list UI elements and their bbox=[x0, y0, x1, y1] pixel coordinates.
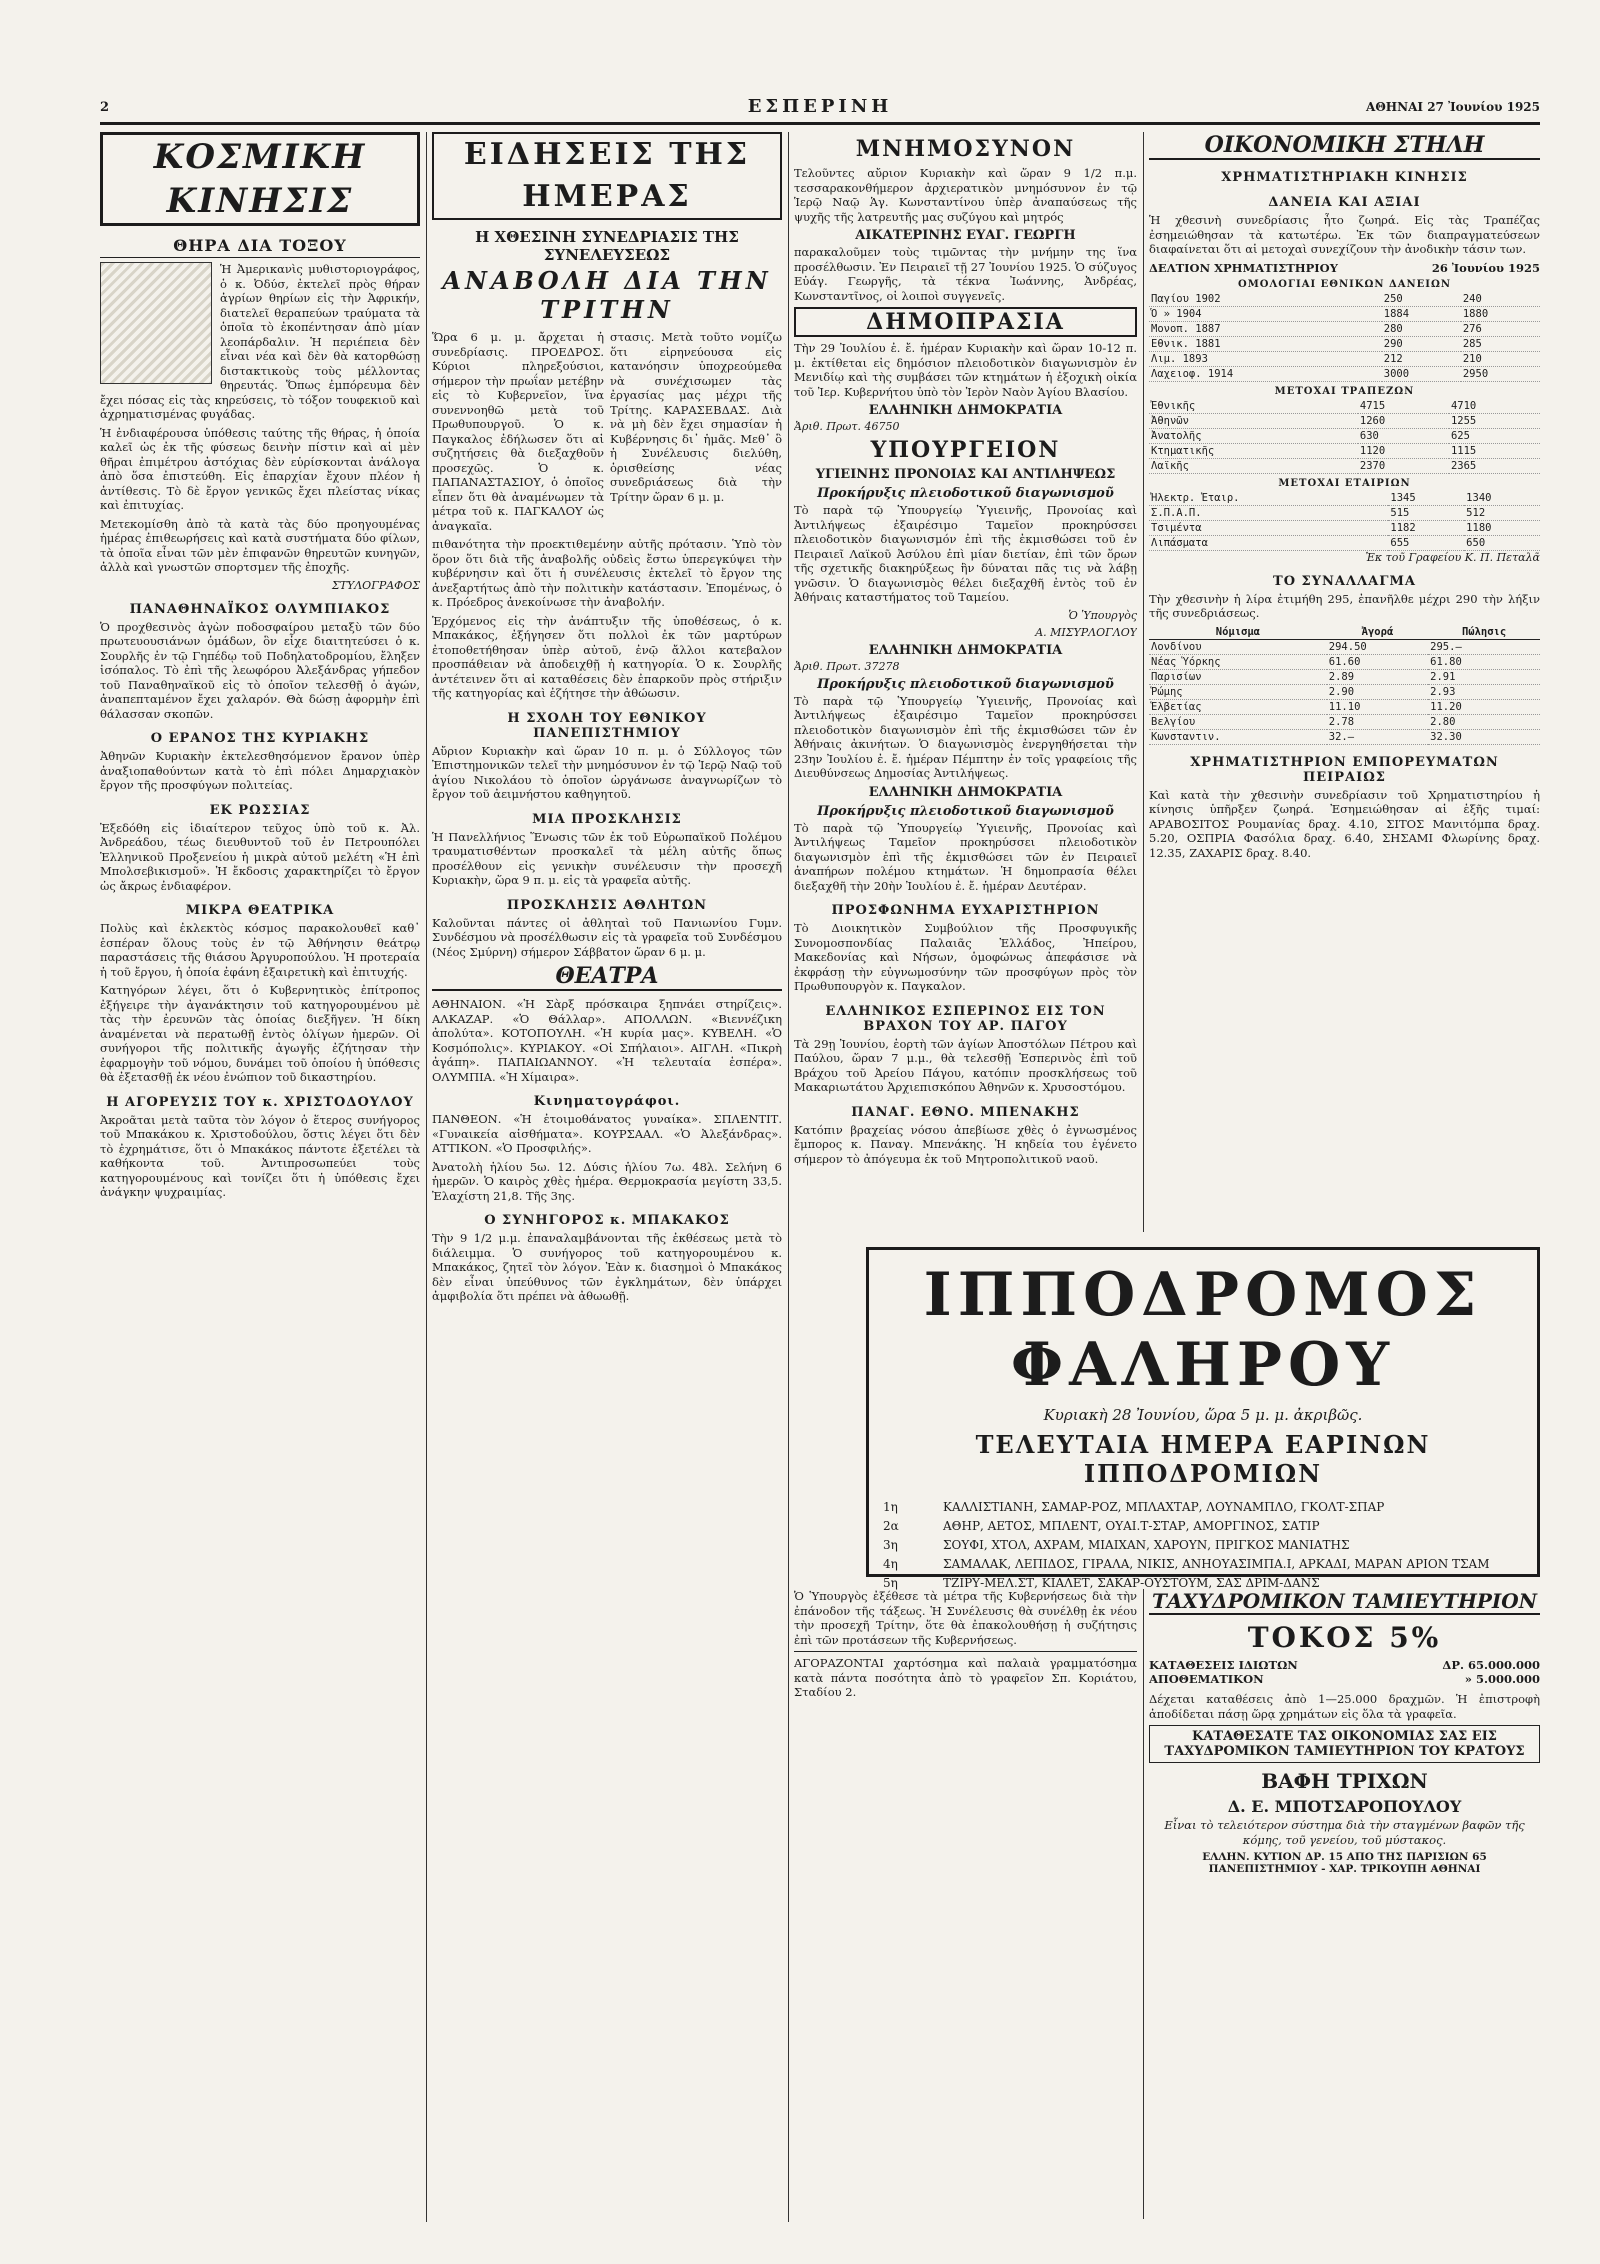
fx-text: Τὴν χθεσινὴν ἡ λίρα ἐτιμήθη 295, ἐπανῆλθε μέχρι 290 τὴν λήξιν τῆς συνεδριάσεως. bbox=[1149, 591, 1540, 620]
protocol-number-2: Ἀριθ. Πρωτ. 37278 bbox=[794, 659, 900, 673]
hair-dye-maker: Δ. Ε. ΜΠΟΤΣΑΡΟΠΟΥΛΟΥ bbox=[1227, 1797, 1462, 1816]
feature-title: ΘΗΡΑ ΔΙΑ ΤΟΞΟΥ bbox=[100, 234, 420, 258]
society-column bbox=[100, 132, 420, 2222]
postal-bank-text: Δέχεται καταθέσεις ἀπὸ 1—25.000 δραχμῶν. Ἡ ἐπιστροφὴ ἀποδίδεται πάσῃ ὥρᾳ χρημάτων εἰς ὅλα τὰ γραφεῖα. bbox=[1149, 1692, 1540, 1721]
price-2: 650 bbox=[1464, 535, 1540, 550]
hair-dye-address: ΕΛΛΗΝ. ΚΥΤΙΟΝ ΔΡ. 15 ΑΠΟ ΤΗΣ ΠΑΡΙΣΙΩΝ 65 ΠΑΝΕΠΙΣΤΗΜΙΟΥ - ΧΑΡ. ΤΡΙΚΟΥΠΗ ΑΘΗΝΑΙ bbox=[1202, 1851, 1487, 1875]
issue-date: ΑΘΗΝΑΙ 27 Ἰουνίου 1925 bbox=[1366, 100, 1540, 114]
price-2: 1115 bbox=[1449, 443, 1540, 458]
hair-dye-title: ΒΑΦΗ ΤΡΙΧΩΝ bbox=[1261, 1769, 1428, 1793]
commodities-text: Καὶ κατὰ τὴν χθεσινὴν συνεδρίασιν τοῦ Χρηματιστηρίου ἡ κίνησις ὑπῆρξεν ζωηρά. Ἐσημειώθησαν αἱ ἑξῆς τιμαί: ΑΡΑΒΟΣΙΤΟΣ Ρουμανίας δραχ. 4.10, ΣΙΤΟΣ Μανιτόμπα δραχ. 5.20, ΟΣΠΡΙΑ Φασόλια δραχ. 6.40, ΣΗΣΑΜΙ Φλωρίνης δραχ. 12.35, ΖΑΧΑΡΙΣ δραχ. 8.40. bbox=[1149, 787, 1540, 860]
security-name: Σ.Π.Α.Π. bbox=[1149, 505, 1388, 520]
reserve-label: ΑΠΟΘΕΜΑΤΙΚΟΝ bbox=[1149, 1672, 1264, 1686]
race-row bbox=[883, 1536, 1523, 1555]
race-horses: ΑΘΗΡ, ΑΕΤΟΣ, ΜΠΛΕΝΤ, ΟΥΑΙ.Τ-ΣΤΑΡ, ΑΜΟΡΓΙΝΟΣ, ΣΑΤΙΡ bbox=[943, 1519, 1320, 1533]
invitation-body: Ἡ Πανελλήνιος Ἕνωσις τῶν ἐκ τοῦ Εὐρωπαϊκοῦ Πολέμου τραυματισθέντων προσκαλεῖ τὰ μέλη αὐτῆς ὅπως προσέλθουν εἰς γενικὴν συνέλευσιν τὴν προσεχῆ Κυριακὴν, ὥρα 9 π. μ. εἰς τὰ γραφεῖα αὐτῆς. bbox=[432, 829, 782, 887]
fx-title: ΤΟ ΣΥΝΑΛΛΑΓΜΑ bbox=[1273, 573, 1416, 589]
race-number: 4η bbox=[883, 1557, 898, 1571]
race-number: 3η bbox=[883, 1538, 898, 1552]
notice-1-heading: Προκήρυξις πλειοδοτικοῦ διαγωνισμοῦ bbox=[817, 486, 1114, 501]
companies-caption: ΜΕΤΟΧΑΙ ΕΤΑΙΡΙΩΝ bbox=[1278, 477, 1411, 489]
quote-row bbox=[1149, 535, 1540, 550]
russia-title: ΕΚ ΡΩΣΣΙΑΣ bbox=[209, 802, 311, 818]
price-2: 4710 bbox=[1449, 399, 1540, 414]
trial-report: Κατηγόρων λέγει, ὅτι ὁ Κυβερνητικὸς ἐπίτροπος ἐξήγειρε τὴν ἀγανάκτησιν τοῦ κατηγορουμένου μὲ τὰς τὴν ἐρευνῶν τὰς ὁποίας διεξῆγεν. Ἡ δίκη ἀναμένεται νὰ περατωθῇ ἐντὸς ὀλίγων ἡμερῶν. Οἱ συνήγοροι τῆς πολιτικῆς ἀγωγῆς ἐζήτησαν τὴν ἐφαρμογὴν τοῦ νόμου, δυνάμει τοῦ ὁποίου ἡ ὑπόθεσις θὰ ἐξετασθῇ ἐκ νέου ἐνώπιον τοῦ δικαστηρίου. bbox=[100, 983, 420, 1084]
vespers-title: ΕΛΛΗΝΙΚΟΣ ΕΣΠΕΡΙΝΟΣ ΕΙΣ ΤΟΝ ΒΡΑΧΟΝ ΤΟΥ ΑΡ. ΠΑΓΟΥ bbox=[825, 1003, 1106, 1034]
memorial-name: ΑΙΚΑΤΕΡΙΝΗΣ ΕΥΑΓ. ΓΕΩΡΓΗ bbox=[855, 228, 1076, 243]
theatre-notes-title: ΜΙΚΡΑ ΘΕΑΤΡΙΚΑ bbox=[185, 903, 335, 918]
sell-rate: 11.20 bbox=[1428, 699, 1540, 714]
masthead bbox=[100, 96, 1540, 125]
signer-name: Α. ΜΙΣΥΡΛΟΓΛΟΥ bbox=[1035, 625, 1137, 639]
sell-rate: 2.80 bbox=[1428, 714, 1540, 729]
auction-title: ΔΗΜΟΠΡΑΣΙΑ bbox=[794, 307, 1137, 337]
race-row bbox=[883, 1498, 1523, 1517]
financial-column-lower bbox=[1149, 1589, 1540, 2219]
quote-row bbox=[1149, 428, 1540, 443]
ministry-subtitle: ΥΓΙΕΙΝΗΣ ΠΡΟΝΟΙΑΣ ΚΑΙ ΑΝΤΙΛΗΨΕΩΣ bbox=[815, 467, 1116, 482]
column-divider bbox=[788, 132, 789, 2222]
currency-city: Ῥώμης bbox=[1149, 684, 1327, 699]
column-divider bbox=[426, 132, 427, 2222]
loans-title: ΔΑΝΕΙΑ ΚΑΙ ΑΞΙΑΙ bbox=[1268, 195, 1421, 210]
banks-caption: ΜΕΤΟΧΑΙ ΤΡΑΠΕΖΩΝ bbox=[1274, 385, 1415, 397]
racing-title: ΙΠΠΟΔΡΟΜΟΣ ΦΑΛΗΡΟΥ bbox=[923, 1260, 1483, 1400]
race-number: 2α bbox=[883, 1519, 899, 1533]
feature-body-3: Μετεκομίσθη ἀπὸ τὰ κατὰ τὰς δύο προηγουμένας ἡμέρας ἐπιθεωρήσεις καὶ κατὰ συστήματα δύο φίλων, τὰ ὁποῖα εἶναι τῶν μὲν ἐπιφανῶν θηρευτῶν κυνηγῶν, ἀλλὰ καὶ γνωστῶν σπορτσμεν τῆς ἐποχῆς. bbox=[100, 516, 420, 574]
trial-continued: Ἑρχόμενος εἰς τὴν ἀνάπτυξιν τῆς ὑποθέσεως, ὁ κ. Μπακάκος, ἐξήγησεν ὅτι πολλοὶ ἐκ τῶν μαρτύρων ἐτοποθετήθησαν ὑπὲρ αὐτοῦ, ἐνῷ ἄλλοι κατεβαλον προσπάθειαν νὰ ἀποδειχθῇ ἡ κατηγορία. Ὁ κ. Σουρλῆς ἀντέτεινεν ὅτι αἱ καταθέσεις δὲν ἐπαρκοῦν πρὸς στήριξιν τῆς κατηγορίας καὶ ἐζήτησε τὴν ἀθώωσιν. bbox=[432, 613, 782, 700]
price-2: 285 bbox=[1461, 336, 1540, 351]
theatre-notes-body: Πολὺς καὶ ἐκλεκτὸς κόσμος παρακολουθεῖ καθ᾽ ἑσπέραν ὅλους τοὺς ἐν τῷ Ἀθήνησιν θεάτρῳ παραστάσεις τῆς θιάσου Ἀργυροπούλου. Ἡ προτεραία ἡ τοῦ ἔργου, ἡ ὁποία ἐφάνη ἐξαιρετικὴ καὶ ἐπιτυχής. bbox=[100, 921, 420, 979]
university-body: Αὔριον Κυριακὴν καὶ ὥραν 10 π. μ. ὁ Σύλλογος τῶν Ἐπιστημονικῶν τελεῖ τὴν μνημόσυνον ἐν τῷ Ἱερῷ Ναῷ τοῦ ἁγίου Νικολάου τὸ ὁποῖον ὠργάνωσε ἀναγνωρίζων τὸ ἔργον τοῦ ἀειμνήστου καθηγητοῦ. bbox=[432, 743, 782, 801]
main-headline: Η ΧΘΕΣΙΝΗ ΣΥΝΕΔΡΙΑΣΙΣ ΤΗΣ ΣΥΝΕΛΕΥΣΕΩΣ bbox=[475, 228, 739, 264]
refugees-text: Τὸ Διοικητικὸν Συμβούλιον τῆς Προσφυγικῆς Συνομοσπονδίας Παλαιᾶς Ἑλλάδος, Ἠπείρου, Μακεδονίας καὶ Νήσων, ὁμοφώνως ἀπεφάσισε νὰ ἐκφράσῃ τὴν εὐγνωμοσύνην τῶν προσφύγων πρὸς τὸν Πρωθυπουργὸν κ. Παγκαλον. bbox=[794, 921, 1137, 993]
stamps-notice: ΑΓΟΡΑΖΟΝΤΑΙ χαρτόσημα καὶ παλαιὰ γραμματόσημα κατὰ πάντα ποσότητα ἀπὸ τὸ γραφεῖον Σπ. Κοριάτου, Σταδίου 2. bbox=[794, 1651, 1137, 1700]
financial-intro: Ἡ χθεσινὴ συνεδρίασις ἦτο ζωηρά. Εἰς τὰς Τραπέζας ἐσημειώθησαν τὰ κατωτέρω. Ἐκ τῶν διαπραγματεύσεων διαφαίνεται ὅτι αἱ μετοχαὶ συνεχίζουν τὴν ἀνοδικὴν τάσιν των. bbox=[1149, 213, 1540, 256]
buy-rate: 2.90 bbox=[1327, 684, 1428, 699]
feature-body-2: Ἡ ἐνδιαφέρουσα ὑπόθεσις ταύτης τῆς θήρας, ἡ ὁποία καλεῖ ὡς ἐκ τῆς φύσεως δεινὴν πίστιν καὶ αἱ μὲν θῆραι ἐπιμέτρου ἀστόχιας δὲν εὑρίσκονται ἀνάλογα ἀπὸ ὅσα ἐπιστεύθη. Εἰς ἐπαρχίαν ἔχουν πλέον ἡ ἀντίθεσις. Τὸ δὲ ἔργον γενικῶς ἔχει πλείστας νίκας καὶ ἐπιτυχίας. bbox=[100, 425, 420, 512]
assembly-closing-text: Ὁ Ὑπουργὸς ἐξέθεσε τὰ μέτρα τῆς Κυβερνήσεως διὰ τὴν ἐπάνοδον τῆς τάξεως. Ἡ Συνέλευσις θὰ συνέλθῃ ἐκ νέου τὴν προσεχῆ Τρίτην, ὅτε θὰ ἐπακολουθήσῃ ἡ συζήτησις ἐπὶ τῶν προτάσεων τῆς Κυβερνήσεως. bbox=[794, 1589, 1137, 1647]
currency-city: Νέας Ὑόρκης bbox=[1149, 654, 1327, 669]
assembly-report-right: στασις. Μετὰ τοῦτο νομίζω ὅτι εἰρηνεύουσα εἰς κατανόησιν ὑποχρεούμεθα νὰ συνέχισωμεν τὰς ἐργασίας μας μέχρι τῆς Τρίτης. ΚΑΡΑΣΕΒΔΑΣ. Διὰ νὰ μὴ δὲν ἔχει σημασίαν ἡ Κυβέρνησις δι᾽ ἡμᾶς. Μεθ᾽ ὃ ἡ Συνέλευσις διελύθη, ὁρισθείσης νέας συνεδριάσεως διὰ τὴν Τρίτην ὥραν 6 μ. μ. bbox=[610, 330, 782, 504]
price-2: 1180 bbox=[1464, 520, 1540, 535]
security-name: Λιμ. 1893 bbox=[1149, 351, 1382, 366]
companies-table bbox=[1149, 491, 1540, 551]
reserve-value: » 5.000.000 bbox=[1464, 1672, 1540, 1686]
currency-city: Λονδίνου bbox=[1149, 639, 1327, 654]
notices-column-lower bbox=[794, 1589, 1137, 2219]
race-horses: ΣΟΥΦΙ, ΧΤΟΛ, ΑΧΡΑΜ, ΜΙΑΙΧΑΝ, ΧΑΡΟΥΝ, ΠΡΙΓΚΟΣ ΜΑΝΙΑΤΗΣ bbox=[943, 1538, 1350, 1552]
race-list bbox=[883, 1498, 1523, 1593]
buy-rate: 2.89 bbox=[1327, 669, 1428, 684]
price-1: 250 bbox=[1382, 292, 1461, 307]
ministry-title: ΥΠΟΥΡΓΕΙΟΝ bbox=[870, 437, 1061, 463]
price-2: 512 bbox=[1464, 505, 1540, 520]
price-2: 625 bbox=[1449, 428, 1540, 443]
racing-advertisement bbox=[866, 1247, 1540, 1590]
security-name: Τσιμέντα bbox=[1149, 520, 1388, 535]
memorial-text-2: παρακαλοῦμεν τοὺς τιμῶντας τὴν μνήμην της ἵνα προσέλθωσιν. Ἐν Πειραιεῖ τῇ 27 Ἰουνίου 1925. Ὁ σύζυγος Εὐάγ. Γεωργῆς, τὰ τέκνα Ἰωάννης, Ἀνδρέας, Κωνσταντῖνος, οἱ λοιποὶ συγγενεῖς. bbox=[794, 245, 1137, 303]
price-2: 1340 bbox=[1464, 491, 1540, 506]
buy-rate: 32.— bbox=[1327, 729, 1428, 744]
price-2: 276 bbox=[1461, 321, 1540, 336]
fx-row bbox=[1149, 639, 1540, 654]
refugees-title: ΠΡΟΣΦΩΝΗΜΑ ΕΥΧΑΡΙΣΤΗΡΙΟΝ bbox=[831, 903, 1100, 918]
security-name: Μονοπ. 1887 bbox=[1149, 321, 1382, 336]
russia-body: Ἐξεδόθη εἰς ἰδιαίτερον τεῦχος ὑπὸ τοῦ κ. Ἀλ. Ἀνδρεάδου, τέως διευθυντοῦ τοῦ ἐν Πετρουπόλει Ἑλληνικοῦ Προξενείου ἡ μικρὰ αὐτοῦ μελέτη «Ἡ ἐπὶ Μπολσεβικισμοῦ». Ἡ ἔκδοσις χαρακτηρίζει τὸ ἔργον ὡς ἄκρως ἐνδιαφέρον. bbox=[100, 820, 420, 893]
theatres-title: ΘΕΑΤΡΑ bbox=[432, 963, 782, 991]
assembly-report bbox=[432, 330, 782, 537]
vespers-text: Τὰ 29ῃ Ἰουνίου, ἑορτὴ τῶν ἁγίων Ἀποστόλων Πέτρου καὶ Παύλου, ὥραν 7 μ.μ., θὰ τελεσθῇ Ἑσπερινὸς ἐπὶ τοῦ Βράχου τοῦ Ἀρείου Πάγου, κατόπιν προσκλήσεως τοῦ Μακαριωτάτου Ἀρχιεπισκόπου Ἀθηνῶν κ. Χρυσοστόμου. bbox=[794, 1036, 1137, 1094]
weather-report: Ἀνατολὴ ἡλίου 5ω. 12. Δύσις ἡλίου 7ω. 48λ. Σελήνη 6 ἡμερῶν. Ὁ καιρὸς χθὲς ἡμέρα. Θερμοκρασία μεγίστη 33,5. Ἐλαχίστη 21,8. Τῆς 3ης. bbox=[432, 1159, 782, 1203]
price-1: 4715 bbox=[1358, 399, 1449, 414]
quote-row bbox=[1149, 351, 1540, 366]
christodoulou-body: Ἀκροᾶται μετὰ ταῦτα τὸν λόγον ὁ ἕτερος συνήγορος τοῦ Μπακάκου κ. Χριστοδούλου, ὅστις λέγει ὅτι δὲν τὸ ἐχρημάτισε, ὅτι ὁ Μπακάκος πάντοτε ἐξετέλει τὰ καθήκοντα τοῦ. Ἀντιπροσωπεύει τοὺς κατηγορουμένους καὶ τονίζει ὅτι ἡ ὑπόθεσις ἔχει ἀνάγκην ψυχραιμίας. bbox=[100, 1112, 420, 1199]
cinemas-listing: ΠΑΝΘΕΟΝ. «Ἡ ἐτοιμοθάνατος γυναίκα». ΣΠΛΕΝΤΙΤ. «Γυναικεία αἰσθήματα». ΚΟΥΡΣΑΑΛ. «Ὁ Ἀλεξάνδρας». ΑΤΤΙΚΟΝ. «Ὁ Προσφιλής». bbox=[432, 1112, 782, 1155]
price-1: 630 bbox=[1358, 428, 1449, 443]
reserve-line bbox=[1149, 1672, 1540, 1686]
price-1: 3000 bbox=[1382, 366, 1461, 381]
financial-column bbox=[1149, 132, 1540, 1232]
republic-header-1: ΕΛΛΗΝΙΚΗ ΔΗΜΟΚΡΑΤΙΑ bbox=[868, 403, 1063, 418]
fx-column-header: Ἀγορά bbox=[1327, 625, 1428, 640]
loans-table bbox=[1149, 292, 1540, 382]
interest-rate: ΤΟΚΟΣ 5% bbox=[1247, 1621, 1442, 1654]
security-name: Ἠλεκτρ. Ἑταιρ. bbox=[1149, 491, 1388, 506]
price-2: 1255 bbox=[1449, 413, 1540, 428]
benakis-title: ΠΑΝΑΓ. ΕΘΝΟ. ΜΠΕΝΑΚΗΣ bbox=[851, 1104, 1080, 1120]
charity-title: Ο ΕΡΑΝΟΣ ΤΗΣ ΚΥΡΙΑΚΗΣ bbox=[150, 731, 370, 746]
charity-body: Ἀθηνῶν Κυριακὴν ἐκτελεσθησόμενον ἔρανον ὑπὲρ ἀναξιοπαθούντων κατὰ τὸ ἐπὶ πόλει Δημαρχιακὸν ἔργον τῆς προσφύγων πολιτείας. bbox=[100, 749, 420, 792]
price-1: 1345 bbox=[1388, 491, 1464, 506]
price-1: 1884 bbox=[1382, 306, 1461, 321]
notice-3-text: Τὸ παρὰ τῷ Ὑπουργείῳ Ὑγιεινῆς, Προνοίας καὶ Ἀντιλήψεως Ταμεῖον προκηρύσσει πλειοδοτικὸν διαγωνισμὸν ἐπὶ τῆς ἐκμισθώσει τῶν ἐν Πειραιεῖ ἀναπήρων πολέμου κτημάτων. Ἡ δημοπρασία θέλει διεξαχθῆ τὴν 20ὴν Ἰουλίου ἐ. ἔ. ἡμέραν Δευτέραν. bbox=[794, 820, 1137, 893]
newspaper-name: ΕΣΠΕΡΙΝΗ bbox=[747, 96, 893, 117]
buy-rate: 61.60 bbox=[1327, 654, 1428, 669]
price-2: 240 bbox=[1461, 292, 1540, 307]
fx-row bbox=[1149, 669, 1540, 684]
notices-column bbox=[794, 132, 1137, 1232]
news-section-title: ΕΙΔΗΣΕΙΣ ΤΗΣ ΗΜΕΡΑΣ bbox=[432, 132, 782, 220]
security-name: Κτηματικῆς bbox=[1149, 443, 1358, 458]
notice-2-text: Τὸ παρὰ τῷ Ὑπουργείῳ Ὑγιεινῆς, Προνοίας καὶ Ἀντιλήψεως ἐξαιρέσιμο Ταμεῖον προκηρύσσει πλειοδοτικὸν διαγωνισμὸν ἐπὶ τῆς ἐκμισθώσει τῶν ἐν Ἀθήναις ἀκινήτων. Ὁ διαγωνισμὸς ἐνεργηθήσεται τὴν 23ην Ἰουλίου ἐ. ἔ. ἡμέραν Πέμπτην ἐν τοῖς γραφείοις τῆς Διευθύνσεως Δημοσίας Ἀντιλήψεως. bbox=[794, 693, 1137, 780]
price-1: 2370 bbox=[1358, 458, 1449, 473]
sell-rate: 61.80 bbox=[1428, 654, 1540, 669]
race-horses: ΣΑΜΑΛΑΚ, ΛΕΠΙΔΟΣ, ΓΙΡΑΛΑ, ΝΙΚΙΣ, ΑΝΗΟΥΑΣΙΜΠΑ.Ι, ΑΡΚΑΔΙ, ΜΑΡΑΝ ΑΡΙΟΝ ΤΣΑΜ bbox=[943, 1557, 1490, 1571]
price-1: 655 bbox=[1388, 535, 1464, 550]
race-horses: ΤΖΙΡΥ-ΜΕΛ.ΣΤ, ΚΙΑΛΕΤ, ΣΑΚΑΡ-ΟΥΣΤΟΥΜ, ΣΑΣ ΔΡΙΜ-ΔΑΝΣ bbox=[943, 1576, 1320, 1590]
price-2: 210 bbox=[1461, 351, 1540, 366]
quote-row bbox=[1149, 413, 1540, 428]
society-section-title: ΚΟΣΜΙΚΗ ΚΙΝΗΣΙΣ bbox=[100, 132, 420, 226]
racing-date: Κυριακὴ 28 Ἰουνίου, ὥρα 5 μ. μ. ἀκριβῶς. bbox=[1043, 1406, 1363, 1424]
assembly-report-left: Ὥρα 6 μ. μ. ἄρχεται ἡ συνεδρίασις. ΠΡΟΕΔΡΟΣ. Κύριοι πληρεξούσιοι, σήμερον τὴν πρωΐαν μετέβην εἰς τὸ Κυβερνεῖον, ἵνα συνεννοηθῶ μετὰ τοῦ Πρωθυπουργοῦ. Ὁ κ. Παγκαλος ἐδήλωσεν ὅτι αἱ συζητήσεις θὰ διεξαχθοῦν προσεχῶς. Ὁ κ. ΠΑΠΑΝΑΣΤΑΣΙΟΥ, ὁ ὁποῖος εἶπεν ὅτι θὰ ἀναμένωμεν τὰ μέτρα τοῦ κ. ΠΑΓΚΑΛΟΥ ὡς ἀναγκαῖα. bbox=[432, 330, 604, 533]
fx-table bbox=[1149, 625, 1540, 745]
financial-section-title: ΟΙΚΟΝΟΜΙΚΗ ΣΤΗΛΗ bbox=[1149, 132, 1540, 160]
deposits-line bbox=[1149, 1658, 1540, 1672]
fx-row bbox=[1149, 729, 1540, 744]
bulletin-header bbox=[1149, 261, 1540, 275]
fx-row bbox=[1149, 714, 1540, 729]
sell-rate: 2.91 bbox=[1428, 669, 1540, 684]
protocol-number-1: Ἀριθ. Πρωτ. 46750 bbox=[794, 420, 900, 433]
hair-dye-text: Εἶναι τὸ τελειότερον σύστημα διὰ τὴν σταγμένων βαφῶν τῆς κόμης, τοῦ γενείου, τοῦ μύστακος. bbox=[1164, 1818, 1525, 1847]
football-title: ΠΑΝΑΘΗΝΑΪΚΟΣ ΟΛΥΜΠΙΑΚΟΣ bbox=[129, 601, 391, 617]
invitation-title: ΜΙΑ ΠΡΟΣΚΛΗΣΙΣ bbox=[532, 811, 682, 827]
fx-column-header: Νόμισμα bbox=[1149, 625, 1327, 640]
notice-3-heading: Προκήρυξις πλειοδοτικοῦ διαγωνισμοῦ bbox=[817, 803, 1114, 819]
price-1: 280 bbox=[1382, 321, 1461, 336]
republic-header-3: ΕΛΛΗΝΙΚΗ ΔΗΜΟΚΡΑΤΙΑ bbox=[868, 784, 1063, 800]
news-column bbox=[432, 132, 782, 2222]
currency-city: Κωνσταντιν. bbox=[1149, 729, 1327, 744]
memorial-text: Τελοῦντες αὔριον Κυριακὴν καὶ ὥραν 9 1/2 π.μ. τεσσαρακονθήμερον ἀρχιερατικὸν μνημόσυνον ἐν τῷ Ἱερῷ Ναῷ Ἁγ. Κωνσταντίνου ὑπὲρ ἀναπαύσεως τῆς ψυχῆς τῆς λατρευτῆς μας συζύγου καὶ μητρός bbox=[794, 166, 1137, 224]
bakakos-title: Ο ΣΥΝΗΓΟΡΟΣ κ. ΜΠΑΚΑΚΟΣ bbox=[484, 1213, 730, 1228]
deposits-label: ΚΑΤΑΘΕΣΕΙΣ ΙΔΙΩΤΩΝ bbox=[1149, 1658, 1298, 1672]
quote-row bbox=[1149, 505, 1540, 520]
theatres-listing: ΑΘΗΝΑΙΟΝ. «Ἡ Σὰρξ πρόσκαιρα ξηπνάει στηρίζεις». ΑΛΚΑΖΑΡ. «Ὁ Θάλλαρ». ΑΠΟΛΛΩΝ. «Βιεννέζικη ἀπολύτα». ΚΟΤΟΠΟΥΛΗ. «Ἡ κυρία μας». ΚΥΒΕΛΗ. «Ὁ Κοσμόπολις». ΚΥΡΙΑΚΟΥ. «Οἱ Σπήλαιοι». ΑΙΓΛΗ. «Πικρὴ ἀγάπη». ΠΑΠΑΙΩΑΝΝΟΥ. «Ἡ τελευταία ἑσπέρα». ΟΛΥΜΠΙΑ. «Ἡ Χίμαιρα». bbox=[432, 997, 782, 1084]
republic-header-2: ΕΛΛΗΝΙΚΗ ΔΗΜΟΚΡΑΤΙΑ bbox=[868, 642, 1063, 658]
fx-row bbox=[1149, 699, 1540, 714]
security-name: Εθνικ. 1881 bbox=[1149, 336, 1382, 351]
buy-rate: 2.78 bbox=[1327, 714, 1428, 729]
cinemas-title: Κινηματογράφοι. bbox=[533, 1094, 681, 1109]
auction-text: Τὴν 29 Ἰουλίου ἐ. ἔ. ἡμέραν Κυριακὴν καὶ ὥραν 10-12 π. μ. ἐκτίθεται εἰς δημόσιον πλειοδοτικὸν διαγωνισμὸν ἐν Μενιδίῳ καὶ τὴς συμβάσει τῶν κτημάτων ἡ ἐξοχικὴ οἰκία τοῦ Ἰερ. Κυβερνήτου ὑπὸ τὸν Ἱερὸν Ναὸν Ἁγίου Βλασίου. bbox=[794, 341, 1137, 399]
security-name: Λαχειοφ. 1914 bbox=[1149, 366, 1382, 381]
quote-row bbox=[1149, 336, 1540, 351]
byline: ΣΤΥΛΟΓΡΑΦΟΣ bbox=[331, 578, 420, 592]
university-title: Η ΣΧΟΛΗ ΤΟΥ ΕΘΝΙΚΟΥ ΠΑΝΕΠΙΣΤΗΜΙΟΥ bbox=[507, 710, 707, 741]
sell-rate: 295.— bbox=[1428, 639, 1540, 654]
security-name: Ἀθηνῶν bbox=[1149, 413, 1358, 428]
column-divider bbox=[1143, 1589, 1144, 2219]
buy-rate: 294.50 bbox=[1327, 639, 1428, 654]
fx-column-header: Πώλησις bbox=[1428, 625, 1540, 640]
quote-row bbox=[1149, 491, 1540, 506]
price-1: 515 bbox=[1388, 505, 1464, 520]
security-name: Ἀνατολῆς bbox=[1149, 428, 1358, 443]
quote-row bbox=[1149, 458, 1540, 473]
price-1: 212 bbox=[1382, 351, 1461, 366]
race-row bbox=[883, 1555, 1523, 1574]
bulletin-date: 26 Ἰουνίου 1925 bbox=[1431, 260, 1540, 275]
benakis-text: Κατόπιν βραχείας νόσου ἀπεβίωσε χθὲς ὁ ἐγνωσμένος ἔμπορος κ. Παναγ. Μπενάκης. Ἡ κηδεία του ἐγένετο σήμερον τὸ ἀπόγευμα ἐκ τοῦ Μητροπολιτικοῦ ναοῦ. bbox=[794, 1122, 1137, 1166]
signer-title: Ὁ Ὑπουργὸς bbox=[1068, 608, 1137, 622]
price-1: 1120 bbox=[1358, 443, 1449, 458]
bulletin-title: ΔΕΛΤΙΟΝ ΧΡΗΜΑΤΙΣΤΗΡΙΟΥ bbox=[1149, 260, 1338, 275]
price-1: 1260 bbox=[1358, 413, 1449, 428]
price-2: 2950 bbox=[1461, 366, 1540, 381]
bakakos-body: Τὴν 9 1/2 μ.μ. ἐπαναλαμβάνονται τῆς ἐκθέσεως μετὰ τὸ διάλειμμα. Ὁ συνήγορος τοῦ κατηγορουμένου κ. Μπακάκος, ζητεῖ τὸν λόγον. Ἐὰν κ. διασημοὶ ὁ Μπακάκος δὲν εἶναι ὑπεύθυνος τῶν ἐγκλημάτων, δὲν ὑπάρχει ἀμφιβολία ὅτι πρέπει νὰ ἀθωωθῇ. bbox=[432, 1231, 782, 1303]
deposits-value: ΔΡ. 65.000.000 bbox=[1442, 1658, 1540, 1672]
quote-row bbox=[1149, 366, 1540, 381]
postal-bank-footer: ΚΑΤΑΘΕΣΑΤΕ ΤΑΣ ΟΙΚΟΝΟΜΙΑΣ ΣΑΣ ΕΙΣ ΤΑΧΥΔΡΟΜΙΚΟΝ ΤΑΜΙΕΥΤΗΡΙΟΝ ΤΟΥ ΚΡΑΤΟΥΣ bbox=[1149, 1725, 1540, 1763]
commodities-title: ΧΡΗΜΑΤΙΣΤΗΡΙΟΝ ΕΜΠΟΡΕΥΜΑΤΩΝ ΠΕΙΡΑΙΩΣ bbox=[1190, 754, 1499, 785]
race-row bbox=[883, 1517, 1523, 1536]
buy-rate: 11.10 bbox=[1327, 699, 1428, 714]
notice-2-heading: Προκήρυξις πλειοδοτικοῦ διαγωνισμοῦ bbox=[817, 676, 1114, 692]
quote-row bbox=[1149, 443, 1540, 458]
quote-row bbox=[1149, 399, 1540, 414]
page-number: 2 bbox=[100, 100, 110, 115]
race-horses: ΚΑΛΛΙΣΤΙΑΝΗ, ΣΑΜΑΡ-ΡΟΖ, ΜΠΛΑΧΤΑΡ, ΛΟΥΝΑΜΠΛΟ, ΓΚΟΛΤ-ΣΠΑΡ bbox=[943, 1500, 1385, 1514]
quote-row bbox=[1149, 306, 1540, 321]
security-name: Λιπάσματα bbox=[1149, 535, 1388, 550]
price-1: 290 bbox=[1382, 336, 1461, 351]
memorial-title: ΜΝΗΜΟΣΥΝΟΝ bbox=[855, 136, 1076, 162]
security-name: Ὁ » 1904 bbox=[1149, 306, 1382, 321]
currency-city: Παρισίων bbox=[1149, 669, 1327, 684]
race-number: 1η bbox=[883, 1500, 898, 1514]
banks-table bbox=[1149, 399, 1540, 474]
press-credit: Ἐκ τοῦ Γραφείου Κ. Π. Πεταλᾶ bbox=[1365, 550, 1540, 564]
athletes-title: ΠΡΟΣΚΛΗΣΙΣ ΑΘΛΗΤΩΝ bbox=[506, 897, 708, 913]
quote-row bbox=[1149, 321, 1540, 336]
assembly-report-continued: πιθανότητα τὴν προεκτιθεμένην αὐτῆς πρότασιν. Ὑπὸ τὸν ὅρον ὅτι διὰ τῆς ἀναβολῆς οὐδεὶς ἔστω ὑπερεγκύψει τὴν κυβέρνησιν καὶ ὅτι ἡ συνέλευσις ἐκτελεῖ τὸ ἔργον της ἀνεξαρτήτως ἀπὸ τὴν πολιτικὴν κατάστασιν. Ἐπομένως, ὁ κ. Πρόεδρος ἀνεκοίνωσε τὴν ἀναβολήν. bbox=[432, 537, 782, 609]
fx-row bbox=[1149, 654, 1540, 669]
price-1: 1182 bbox=[1388, 520, 1464, 535]
currency-city: Ἑλβετίας bbox=[1149, 699, 1327, 714]
sell-rate: 2.93 bbox=[1428, 684, 1540, 699]
loans-caption: ΟΜΟΛΟΓΙΑΙ ΕΘΝΙΚΩΝ ΔΑΝΕΙΩΝ bbox=[1237, 278, 1452, 290]
security-name: Ἐθνικῆς bbox=[1149, 399, 1358, 414]
football-body: Ὁ προχθεσινὸς ἀγὼν ποδοσφαίρου μεταξὺ τῶν δύο πρωτευουσιάνων ὁμάδων, ὃν εἶχε διαιτητεύσει ὁ κ. Σουρλῆς ἐν τῷ Γηπέδῳ τοῦ Ποδηλατοδρομίου, ἔληξεν ἰσόπαλος. Τὸ ἐπὶ τῆς λεωφόρου Ἀλεξάνδρας γήπεδον τοῦ Παναθηναϊκοῦ εἰς τὸ ὁποῖον τελεσθῇ ὁ ἀγών, ἀναπεπταμένον ἔχει χαλαρόν. Θὰ δώσῃ ἀφορμὴν ἐπὶ θάλασσαν σκοπῶν. bbox=[100, 619, 420, 721]
price-2: 1880 bbox=[1461, 306, 1540, 321]
exchange-activity-title: ΧΡΗΜΑΤΙΣΤΗΡΙΑΚΗ ΚΙΝΗΣΙΣ bbox=[1221, 170, 1468, 185]
column-divider bbox=[1143, 132, 1144, 1232]
price-2: 2365 bbox=[1449, 458, 1540, 473]
christodoulou-title: Η ΑΓΟΡΕΥΣΙΣ ΤΟΥ κ. ΧΡΙΣΤΟΔΟΥΛΟΥ bbox=[106, 1094, 414, 1110]
fx-row bbox=[1149, 684, 1540, 699]
security-name: Λαϊκῆς bbox=[1149, 458, 1358, 473]
main-headline-big: ΑΝΑΒΟΛΗ ΔΙΑ ΤΗΝ ΤΡΙΤΗΝ bbox=[442, 266, 772, 324]
notice-1-text: Τὸ παρὰ τῷ Ὑπουργείῳ Ὑγιεινῆς, Προνοίας καὶ Ἀντιλήψεως ἐξαιρέσιμο Ταμεῖον προκηρύσσει πλειοδοτικὸν διαγωνισμόν ἐπὶ τῆς ἐκμισθώσει τοῦ ἐν Πειραιεῖ Λαϊκοῦ Ἀσύλου ἐπὶ μίαν διετίαν, ἐπὶ τῶν ὅρων τῆς σχετικῆς διακηρύξεως ἣν δύναται πᾶς τις νὰ λάβῃ γνῶσιν. Ὁ διαγωνισμὸς θέλει διεξαχθῆ ἐντὸς τοῦ ἐν Ἀθήναις καταστήματος τοῦ Ταμείου. bbox=[794, 503, 1137, 604]
archer-illustration bbox=[100, 262, 212, 384]
sell-rate: 32.30 bbox=[1428, 729, 1540, 744]
postal-bank-title: ΤΑΧΥΔΡΟΜΙΚΟΝ ΤΑΜΙΕΥΤΗΡΙΟΝ bbox=[1149, 1589, 1540, 1615]
security-name: Παγίου 1902 bbox=[1149, 292, 1382, 307]
quote-row bbox=[1149, 520, 1540, 535]
racing-tagline: ΤΕΛΕΥΤΑΙΑ ΗΜΕΡΑ ΕΑΡΙΝΩΝ ΙΠΠΟΔΡΟΜΙΩΝ bbox=[975, 1430, 1431, 1488]
quote-row bbox=[1149, 292, 1540, 307]
feature-body: Ἡ Ἀμερικανὶς μυθιστοριογράφος, ὁ κ. Ὀδύσ, ἐκτελεῖ πρὸς θήραν ἀγρίων θηρίων εἰς τὴν Ἀφρικήν, διατελεῖ θεραπεύων τραύματα τὰ ὁποῖα τὸ ἐκοπέντησαν ἀπὸ μίαν λεοπάρδαλιν. Ἡ περιέπεια δὲν εἶναι νέα καὶ δὲν θὰ κατορθώσῃ διστακτικοὺς τοὺς μέλλοντας θηρευτάς. Ὅπως ἐμπόρευμα δὲν ἔχει πόσας εἰς τὰς κηρεύσεις, τὸ τόξον τουφεκιοῦ καὶ ἀχρηματισμένας φυγάδας. bbox=[100, 262, 420, 421]
currency-city: Βελγίου bbox=[1149, 714, 1327, 729]
athletes-body: Καλοῦνται πάντες οἱ ἀθληταὶ τοῦ Πανιωνίου Γυμν. Συνδέσμου νὰ προσέλθωσιν εἰς τὰ γραφεῖα τοῦ Συνδέσμου (Νέος Σμύρνη) σήμερον Σάββατον ὥραν 6 μ. μ. bbox=[432, 915, 782, 959]
race-number: 5η bbox=[883, 1576, 898, 1590]
